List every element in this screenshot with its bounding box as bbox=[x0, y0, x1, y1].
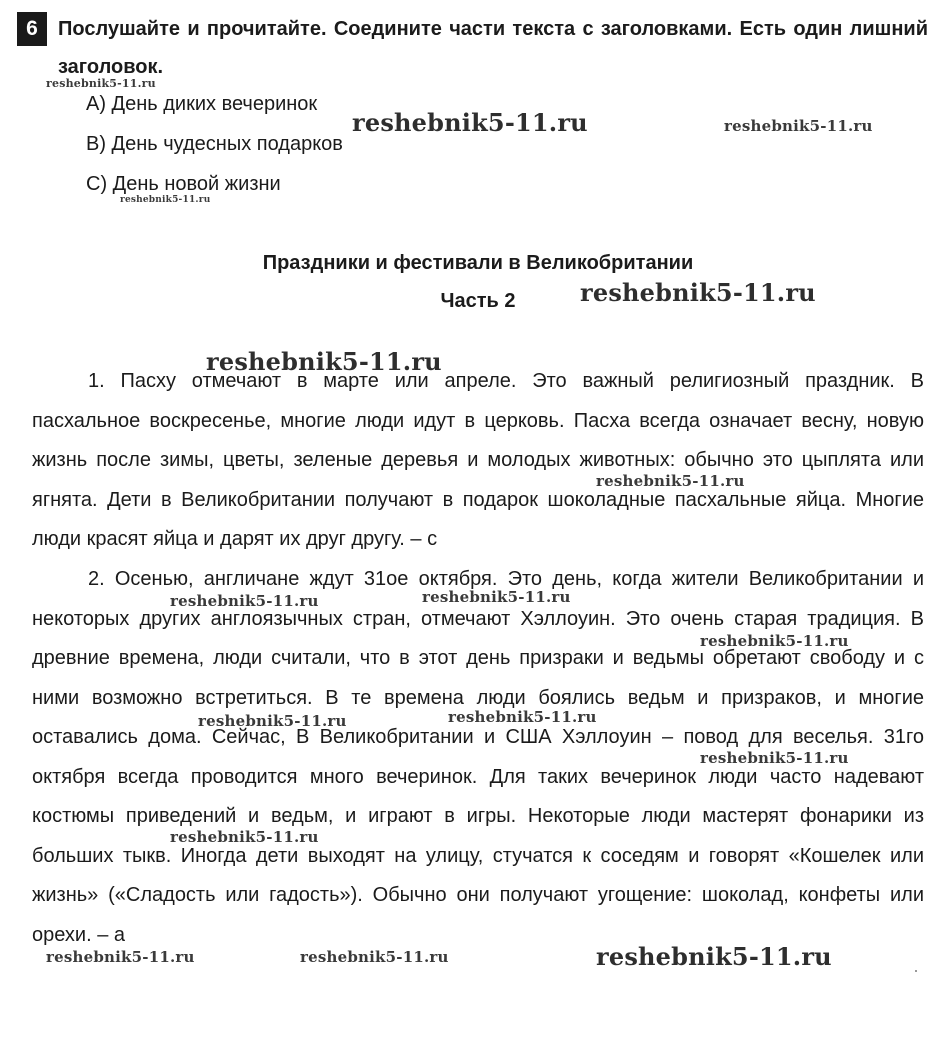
text-part-label: Часть 2 bbox=[440, 290, 516, 312]
exercise-number-badge: 6 bbox=[17, 12, 47, 46]
paragraph-2: 2. Осенью, англичане ждут 31ое октября. Это день, когда жители Великобритании и некоторых других англоязычных стран, отмечают Хэллоуин. Это очень старая традиция. В древние времена, люди считали, что в этот день призраки и ведьмы обретают свободу и с ними возможно встретиться. В те времена люди боялись ведьм и призраков, и многие оставались дома. Сейчас, В Великобритании и США Хэллоуин – повод для веселья. 31го октября всегда проводится много вечеринок. Для таких вечеринок люди часто надевают костюмы приведений и ведьм, и играют в игры. Некоторые люди мастерят фонарики из больших тыкв. Иногда дети выходят на улицу, стучатся к соседям и говорят «Кошелек или жизнь» («Сладость или гадость»). Обычно они получают угощение: шоколад, конфеты или орехи. – а bbox=[32, 568, 924, 946]
watermark: reshebnik5-11.ru bbox=[46, 77, 156, 90]
watermark: reshebnik5-11.ru bbox=[170, 828, 319, 846]
watermark: reshebnik5-11.ru bbox=[448, 708, 597, 726]
heading-option-c: C) День новой жизни bbox=[86, 173, 281, 195]
watermark: reshebnik5-11.ru bbox=[596, 472, 745, 490]
scan-speck bbox=[915, 970, 917, 972]
watermark: reshebnik5-11.ru bbox=[422, 588, 571, 606]
heading-option-b: B) День чудесных подарков bbox=[86, 133, 343, 155]
watermark: reshebnik5-11.ru bbox=[46, 948, 195, 966]
watermark: reshebnik5-11.ru bbox=[120, 195, 211, 205]
watermark: reshebnik5-11.ru bbox=[700, 632, 849, 650]
watermark: reshebnik5-11.ru bbox=[300, 948, 449, 966]
watermark: reshebnik5-11.ru bbox=[596, 942, 832, 971]
watermark: reshebnik5-11.ru bbox=[724, 117, 873, 135]
watermark: reshebnik5-11.ru bbox=[206, 347, 442, 376]
watermark: reshebnik5-11.ru bbox=[198, 712, 347, 730]
watermark: reshebnik5-11.ru bbox=[352, 108, 588, 137]
exercise-instruction: Послушайте и прочитайте. Соедините части текста с заголовками. Есть один лишний заголовок. bbox=[58, 18, 928, 78]
text-title: Праздники и фестивали в Великобритании bbox=[262, 252, 694, 274]
watermark: reshebnik5-11.ru bbox=[700, 749, 849, 767]
watermark: reshebnik5-11.ru bbox=[170, 592, 319, 610]
watermark: reshebnik5-11.ru bbox=[580, 278, 816, 307]
paragraph-1: 1. Пасху отмечают в марте или апреле. Это важный религиозный праздник. В пасхальное воскресенье, многие люди идут в церковь. Пасха всегда означает весну, новую жизнь после зимы, цветы, зеленые деревья и молодых животных: обычно это цыплята или ягнята. Дети в Великобритании получают в подарок шоколадные пасхальные яйца. Многие люди красят яйца и дарят их друг другу. – с bbox=[32, 370, 924, 550]
heading-option-a: A) День диких вечеринок bbox=[86, 93, 318, 115]
